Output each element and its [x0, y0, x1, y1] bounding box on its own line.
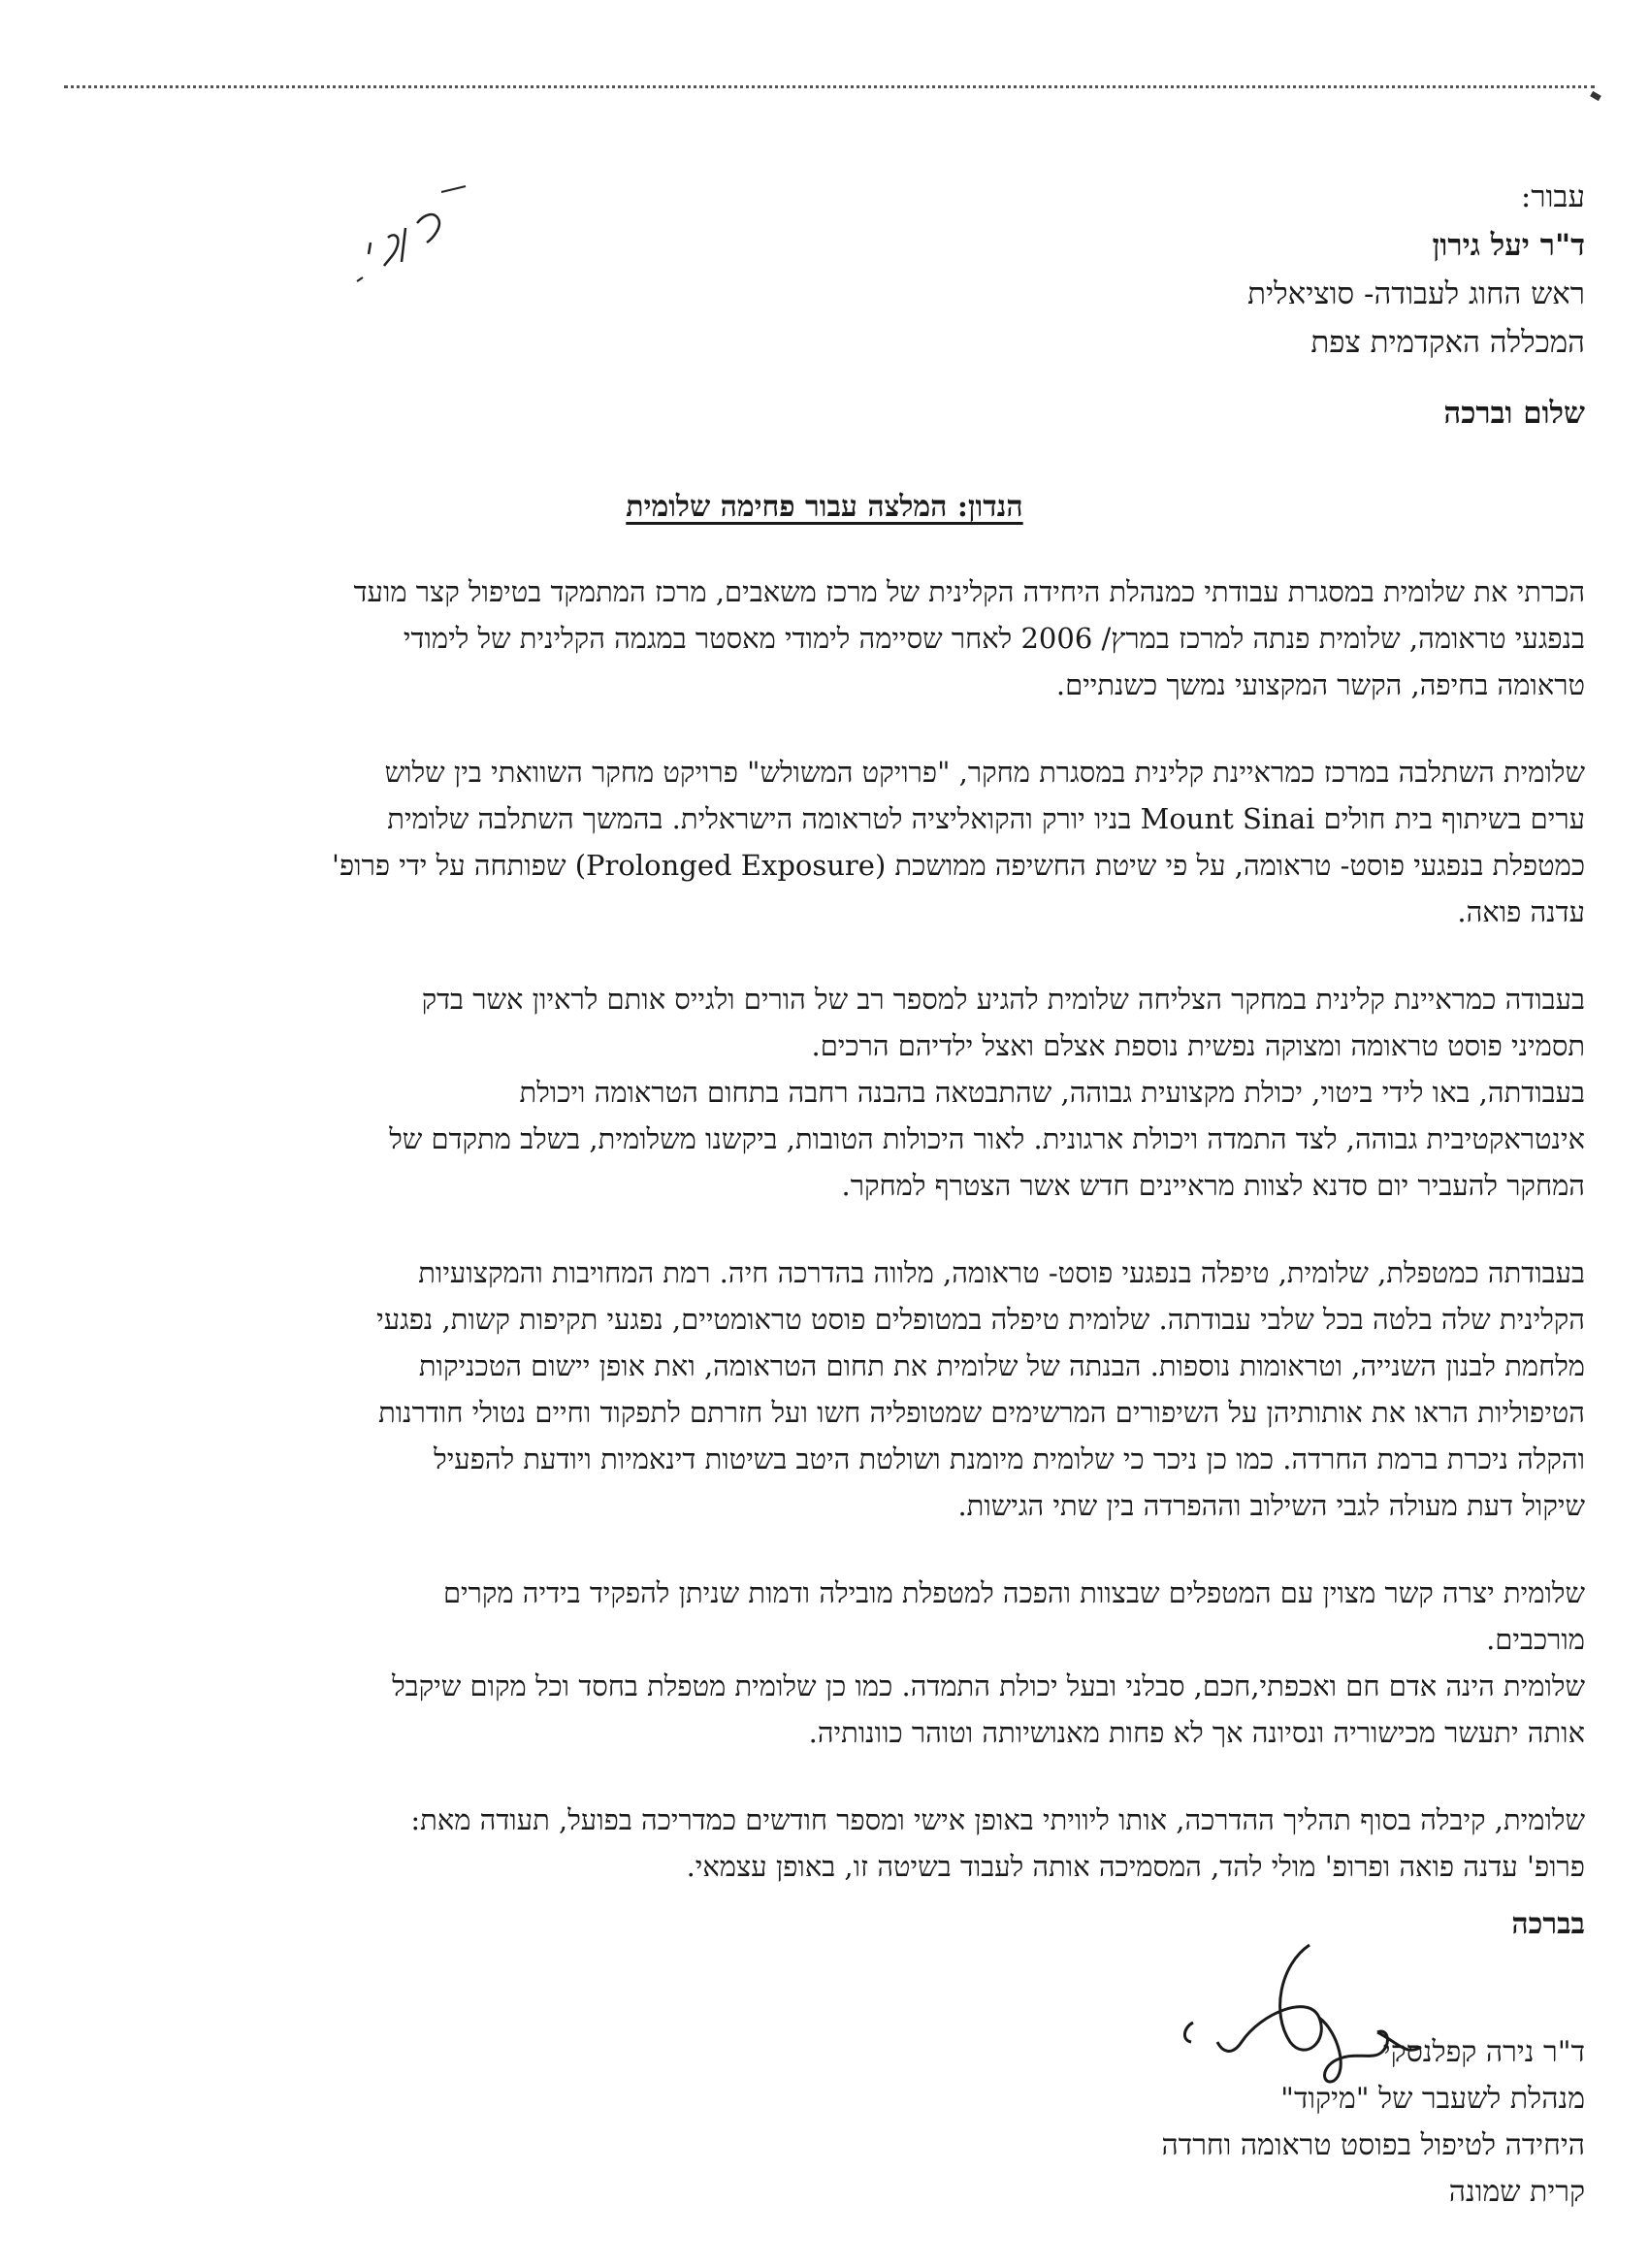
fax-mark [1590, 91, 1601, 101]
body-line: אינטראקטיבית גבוהה, לצד התמדה ויכולת ארגונית. לאור היכולות הטובות, ביקשנו משלומית, בשלב מתקדם של [389, 1122, 1585, 1155]
body-line: מלחמת לבנון השנייה, וטראומות נוספות. הבנתה של שלומית את תחום הטראומה, ואת אופן יישום הטכניקות [418, 1349, 1585, 1382]
signer-role: מנהלת לשעבר של "מיקוד" [1280, 2082, 1585, 2116]
body-paragraph [149, 976, 1585, 1209]
body-line: בנפגעי טראומה, שלומית פנתה למרכז במרץ/ 2006 לאחר שסיימה לימודי מאסטר במגמה הקלינית של לימודי [403, 622, 1585, 655]
body-line: כמטפלת בנפגעי פוסט- טראומה, על פי שיטת החשיפה ממושכת (Prolonged Exposure) שפותחה על ידי פרופ' [332, 849, 1585, 882]
recipient-address-block [1081, 173, 1585, 367]
recipient-institution: המכללה האקדמית צפת [1310, 325, 1585, 360]
body-paragraph [149, 1570, 1585, 1756]
greeting: שלום וברכה [1443, 396, 1585, 431]
body-paragraph [149, 749, 1585, 935]
body-paragraph [149, 1797, 1585, 1890]
body-paragraph [149, 568, 1585, 708]
body-line: הכרתי את שלומית במסגרת עבודתי כמנהלת היחידה הקלינית של מרכז משאבים, מרכז המתמקד בטיפול קצר מועד [353, 575, 1585, 608]
signer-name: ד"ר נירה קפלנסקי [1382, 2035, 1585, 2069]
body-line: שלומית הינה אדם חם ואכפתי,חכם, סבלני ובעל יכולת התמדה. כמו כן שלומית מטפלת בחסד וכל מקום שיקבל [392, 1669, 1585, 1702]
to-label: עבור: [1520, 179, 1585, 214]
body-line: בעבודתה, באו לידי ביטוי, יכולת מקצועית גבוהה, שהתבטאה בהבנה רחבה בתחום הטראומה ויכולת [519, 1076, 1585, 1109]
body-line: שלומית השתלבה במרכז כמראיינת קלינית במסגרת מחקר, "פרויקט המשולש" פרויקט מחקר השוואתי בין שלוש [384, 756, 1585, 789]
body-line: טראומה בחיפה, הקשר המקצועי נמשך כשנתיים. [1055, 668, 1585, 701]
recipient-title: ראש החוג לעבודה- סוציאלית [1247, 276, 1585, 311]
body-line: תסמיני פוסט טראומה ומצוקה נפשית נוספת אצלם ואצל ילדיהם הרכים. [811, 1029, 1585, 1062]
body-line: עדנה פואה. [1457, 895, 1585, 928]
signer-block [906, 2029, 1585, 2216]
body-line: ערים בשיתוף בית חולים Mount Sinai בניו יורק והקואליציה לטראומה הישראלית. בהמשך השתלבה שלומית [387, 802, 1585, 835]
body-paragraph [149, 1249, 1585, 1529]
body-line: בעבודה כמראיינת קלינית במחקר הצליחה שלומית להגיע למספר רב של הורים ולגייס אותם לראיון אשר בדק [421, 983, 1585, 1016]
fax-header-dotted-line [64, 85, 1595, 88]
body-line: שיקול דעת מעולה לגבי השילוב וההפרדה בין שתי הגישות. [957, 1489, 1585, 1522]
subject-line: הנדון: המלצה עבור פחימה שלומית [626, 490, 1023, 524]
body-line: הקלינית שלה בלטה בכל שלבי עבודתה. שלומית טיפלה במטופלים פוסט טראומטיים, נפגעי תקיפות קשות, נפגעי [376, 1303, 1585, 1336]
letter-body [149, 568, 1585, 1930]
body-line: אותה יתעשר מכישוריה ונסיונה אך לא פחות מאנושיותה וטוהר כוונותיה. [808, 1716, 1585, 1749]
body-line: מורכבים. [1486, 1623, 1585, 1656]
closing: בברכה [1511, 1907, 1585, 1941]
body-line: בעבודתה כמטפלת, שלומית, טיפלה בנפגעי פוסט- טראומה, מלווה בהדרכה חיה. רמת המחויבות והמקצועיות [418, 1256, 1585, 1289]
body-line: המחקר להעביר יום סדנא לצוות מראיינים חדש אשר הצטרף למחקר. [841, 1169, 1585, 1202]
body-line: שלומית, קיבלה בסוף תהליך ההדרכה, אותו ליוויתי באופן אישי ומספר חודשים כמדריכה בפועל, תעודה מאת: [410, 1803, 1585, 1836]
signer-unit: היחידה לטיפול בפוסט טראומה וחרדה [1161, 2128, 1585, 2162]
body-line: פרופ' עדנה פואה ופרופ' מולי להד, המסמיכה אותה לעבוד בשיטה זו, באופן עצמאי. [686, 1850, 1585, 1883]
signer-city: קרית שמונה [1448, 2175, 1585, 2209]
body-line: שלומית יצרה קשר מצוין עם המטפלים שבצוות והפכה למטפלת מובילה ודמות שניתן להפקיד בידיה מקרים [442, 1576, 1585, 1609]
body-line: והקלה ניכרת ברמת החרדה. כמו כן ניכר כי שלומית מיומנת ושולטת היטב בשיטות דינאמיות ויודעת להפעיל [434, 1442, 1585, 1475]
body-line: הטיפוליות הראו את אותותיהן על השיפורים המרשימים שמטופליה חשו ועל חזרתם לתפקוד וחיים נטולי חודרנות [378, 1396, 1585, 1429]
handwritten-note-mark [349, 184, 475, 310]
recipient-name: ד"ר יעל גירון [1432, 228, 1585, 263]
